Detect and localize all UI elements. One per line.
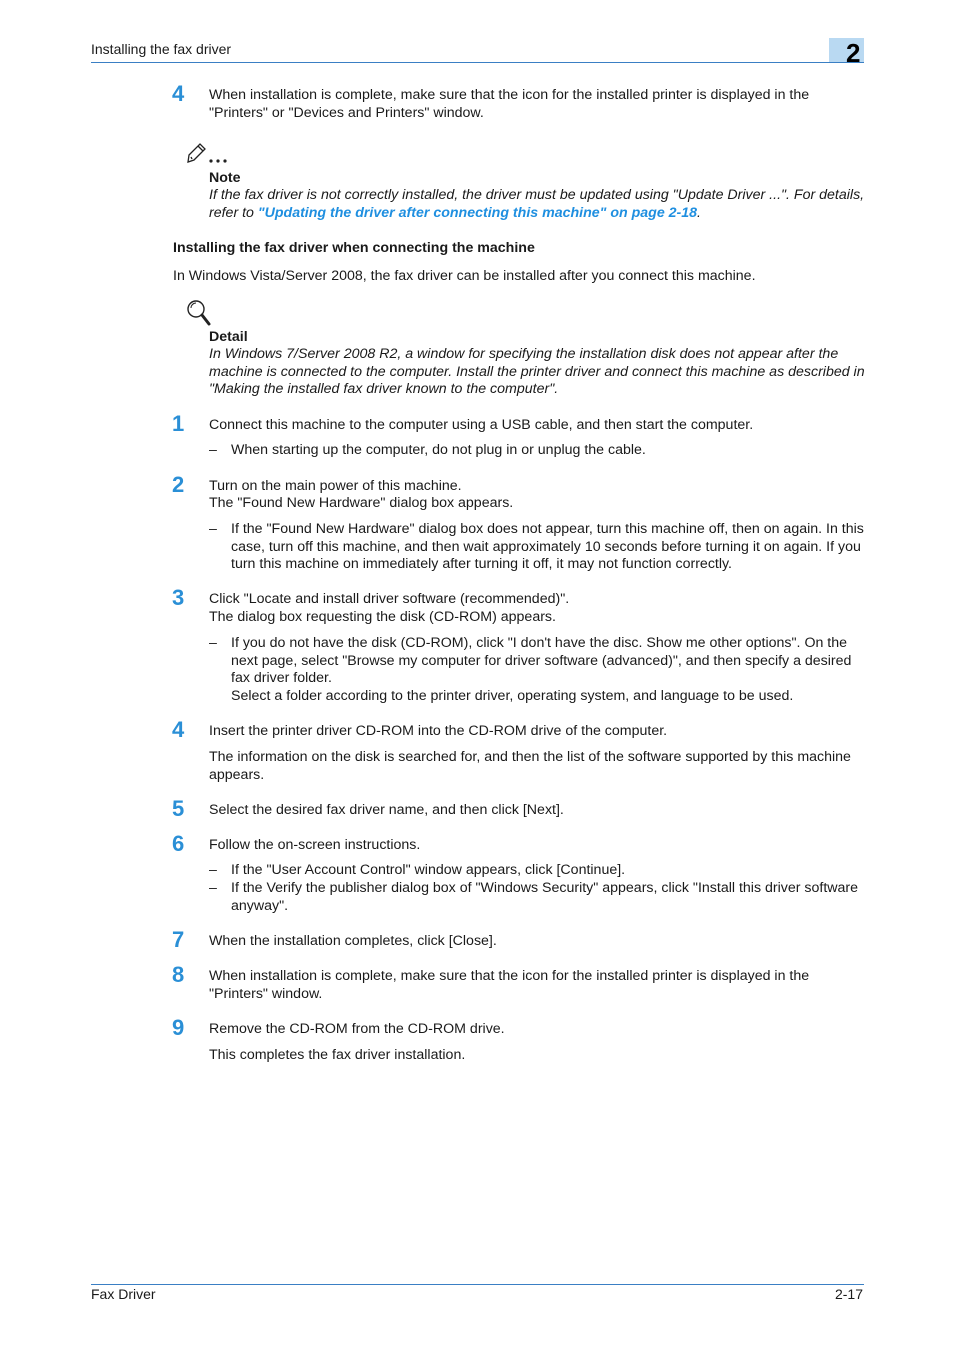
- sub-step-text: When starting up the computer, do not plug in or unplug the cable.: [231, 442, 646, 458]
- step-result: The information on the disk is searched for, and then the list of the software supported by this machine appears.: [209, 749, 851, 783]
- step-number: 7: [172, 927, 185, 952]
- step-number: 9: [172, 1015, 185, 1040]
- cross-reference-link[interactable]: "Updating the driver after connecting this machine" on page 2-18: [257, 204, 698, 221]
- footer-title: Fax Driver: [91, 1286, 156, 1302]
- sub-step-note: Select a folder according to the printer driver, operating system, and language to be used.: [231, 688, 794, 704]
- step-number: 3: [172, 585, 185, 610]
- bullet-dash: –: [209, 862, 217, 878]
- step-text: Turn on the main power of this machine.: [209, 478, 462, 494]
- bullet-dash: –: [209, 442, 217, 458]
- section-intro: In Windows Vista/Server 2008, the fax driver can be installed after you connect this machine.: [173, 268, 756, 284]
- footer-rule: [91, 1284, 864, 1285]
- chapter-number: 2: [846, 38, 861, 68]
- pencil-note-icon: [186, 143, 232, 165]
- note-title: Note: [209, 170, 241, 186]
- sub-step-text: If the Verify the publisher dialog box of "Windows Security" appears, click "Install this driver software anyway".: [231, 880, 859, 914]
- step-number: 8: [172, 962, 185, 987]
- note-text: [209, 187, 865, 222]
- step-number: 4: [172, 717, 185, 742]
- step-number: 5: [172, 796, 185, 821]
- step-number: 4: [172, 81, 185, 106]
- step-text: When installation is complete, make sure that the icon for the installed printer is displayed in the "Printers" or "Devices and Printers" window.: [209, 87, 810, 121]
- header-rule: [91, 62, 864, 63]
- step-number: 1: [172, 411, 185, 436]
- detail-text: In Windows 7/Server 2008 R2, a window for specifying the installation disk does not appear after the machine is connected to the computer. Install the printer driver and connect this machine as described in "Making the installed fax driver known to the computer".: [209, 346, 865, 398]
- sub-step-text: If the "Found New Hardware" dialog box does not appear, turn this machine off, then on again. In this case, turn off this machine, and then wait approximately 10 seconds before turning it on again. If you turn this machine on immediately after turning it off, it may not function correctly.: [231, 521, 864, 573]
- page-number: 2-17: [834, 1286, 863, 1302]
- step-text: Click "Locate and install driver software (recommended)".: [209, 591, 570, 607]
- running-header: Installing the fax driver: [91, 41, 232, 57]
- bullet-dash: –: [209, 880, 217, 896]
- step-number: 6: [172, 831, 185, 856]
- completion-text: This completes the fax driver installation.: [209, 1047, 466, 1063]
- note-body: If the fax driver is not correctly installed, the driver must be updated using "Update Driver ...". For details, refer to: [209, 187, 865, 221]
- step-text: Select the desired fax driver name, and then click [Next].: [209, 802, 564, 818]
- step-number: 2: [172, 472, 185, 497]
- step-text: Insert the printer driver CD-ROM into the CD-ROM drive of the computer.: [209, 723, 668, 739]
- bullet-dash: –: [209, 635, 217, 651]
- sub-step-text: If you do not have the disk (CD-ROM), click "I don't have the disc. Show me other options". On the next page, select "Browse my computer for driver software (advanced)", and then specify a desired fax driver folder.: [231, 635, 852, 687]
- detail-title: Detail: [209, 329, 248, 345]
- step-text: When installation is complete, make sure that the icon for the installed printer is displayed in the "Printers" window.: [209, 968, 810, 1002]
- step-text: Remove the CD-ROM from the CD-ROM drive.: [209, 1021, 505, 1037]
- step-result: The dialog box requesting the disk (CD-ROM) appears.: [209, 609, 556, 625]
- sub-step-text: If the "User Account Control" window appears, click [Continue].: [231, 862, 626, 878]
- magnifier-detail-icon: [186, 299, 212, 327]
- step-text: Follow the on-screen instructions.: [209, 837, 421, 853]
- step-result: The "Found New Hardware" dialog box appears.: [209, 495, 514, 511]
- step-text: When the installation completes, click [Close].: [209, 933, 497, 949]
- section-heading: Installing the fax driver when connecting the machine: [173, 240, 535, 256]
- step-text: Connect this machine to the computer using a USB cable, and then start the computer.: [209, 417, 754, 433]
- bullet-dash: –: [209, 521, 217, 537]
- note-end: .: [697, 204, 701, 221]
